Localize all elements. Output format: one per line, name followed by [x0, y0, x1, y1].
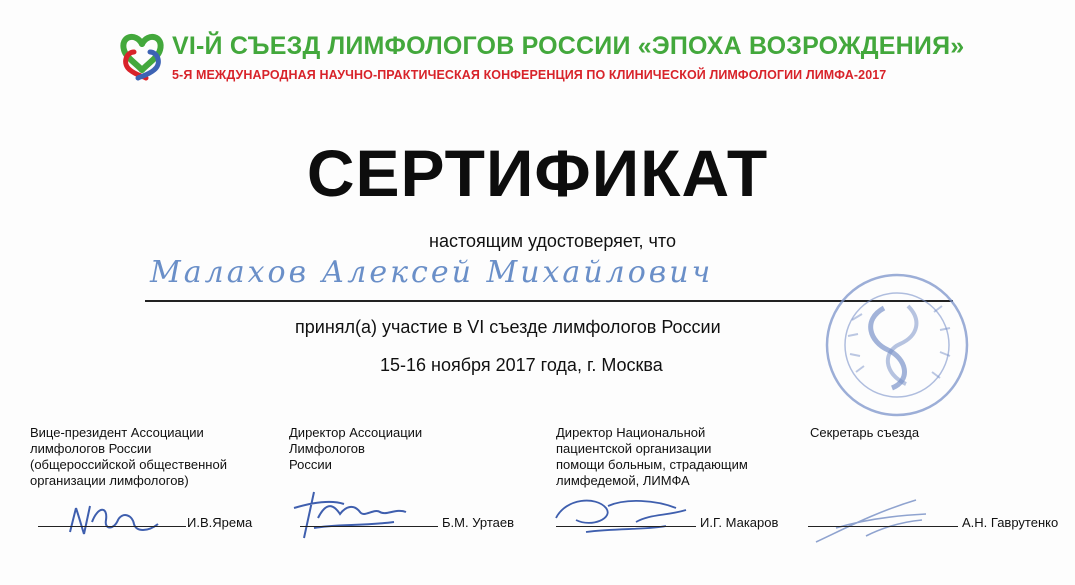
signatory-role-director-association: Директор Ассоциации Лимфологов России: [289, 425, 423, 472]
signatory-role-director-national: Директор Национальной пациентской организации помощи больным, страдающим лимфедемой, ЛИМФА: [556, 425, 748, 488]
signatory-role-vice-president: Вице-президент Ассоциации лимфологов России (общероссийской общественной организации лимфологов): [30, 425, 227, 488]
signature-line-1: [38, 526, 186, 527]
hearts-logo-icon: [116, 30, 168, 82]
signature-line-4: [808, 526, 958, 527]
signatory-name-3: И.Г. Макаров: [700, 515, 779, 530]
signatory-name-1: И.В.Ярема: [187, 515, 253, 530]
signature-line-2: [300, 526, 438, 527]
signature-urtaev: [284, 478, 414, 544]
certifies-text: настоящим удостоверяет, что: [429, 231, 676, 251]
signatory-role-secretary: Секретарь съезда: [810, 425, 920, 440]
participation-text: принял(а) участие в VI съезде лимфологов России: [295, 317, 721, 337]
certificate-title: СЕРТИФИКАТ: [306, 136, 769, 210]
signature-line-3: [556, 526, 696, 527]
round-stamp-icon: [822, 270, 972, 420]
congress-title: VI-Й СЪЕЗД ЛИМФОЛОГОВ РОССИИ «ЭПОХА ВОЗРОЖДЕНИЯ»: [172, 32, 965, 60]
signature-gavrutenko: [806, 492, 936, 548]
recipient-name: Малахов Алексей Михайлович: [150, 255, 714, 290]
signatory-name-4: А.Н. Гаврутенко: [962, 515, 1059, 530]
signature-makarov: [546, 488, 696, 538]
signature-iarema: [62, 498, 172, 542]
conference-subtitle: 5-Я МЕЖДУНАРОДНАЯ НАУЧНО-ПРАКТИЧЕСКАЯ КОНФЕРЕНЦИЯ ПО КЛИНИЧЕСКОЙ ЛИМФОЛОГИИ ЛИМФА-2017: [172, 68, 887, 82]
signatory-name-2: Б.М. Уртаев: [442, 515, 514, 530]
date-place-text: 15-16 ноября 2017 года, г. Москва: [380, 355, 663, 375]
